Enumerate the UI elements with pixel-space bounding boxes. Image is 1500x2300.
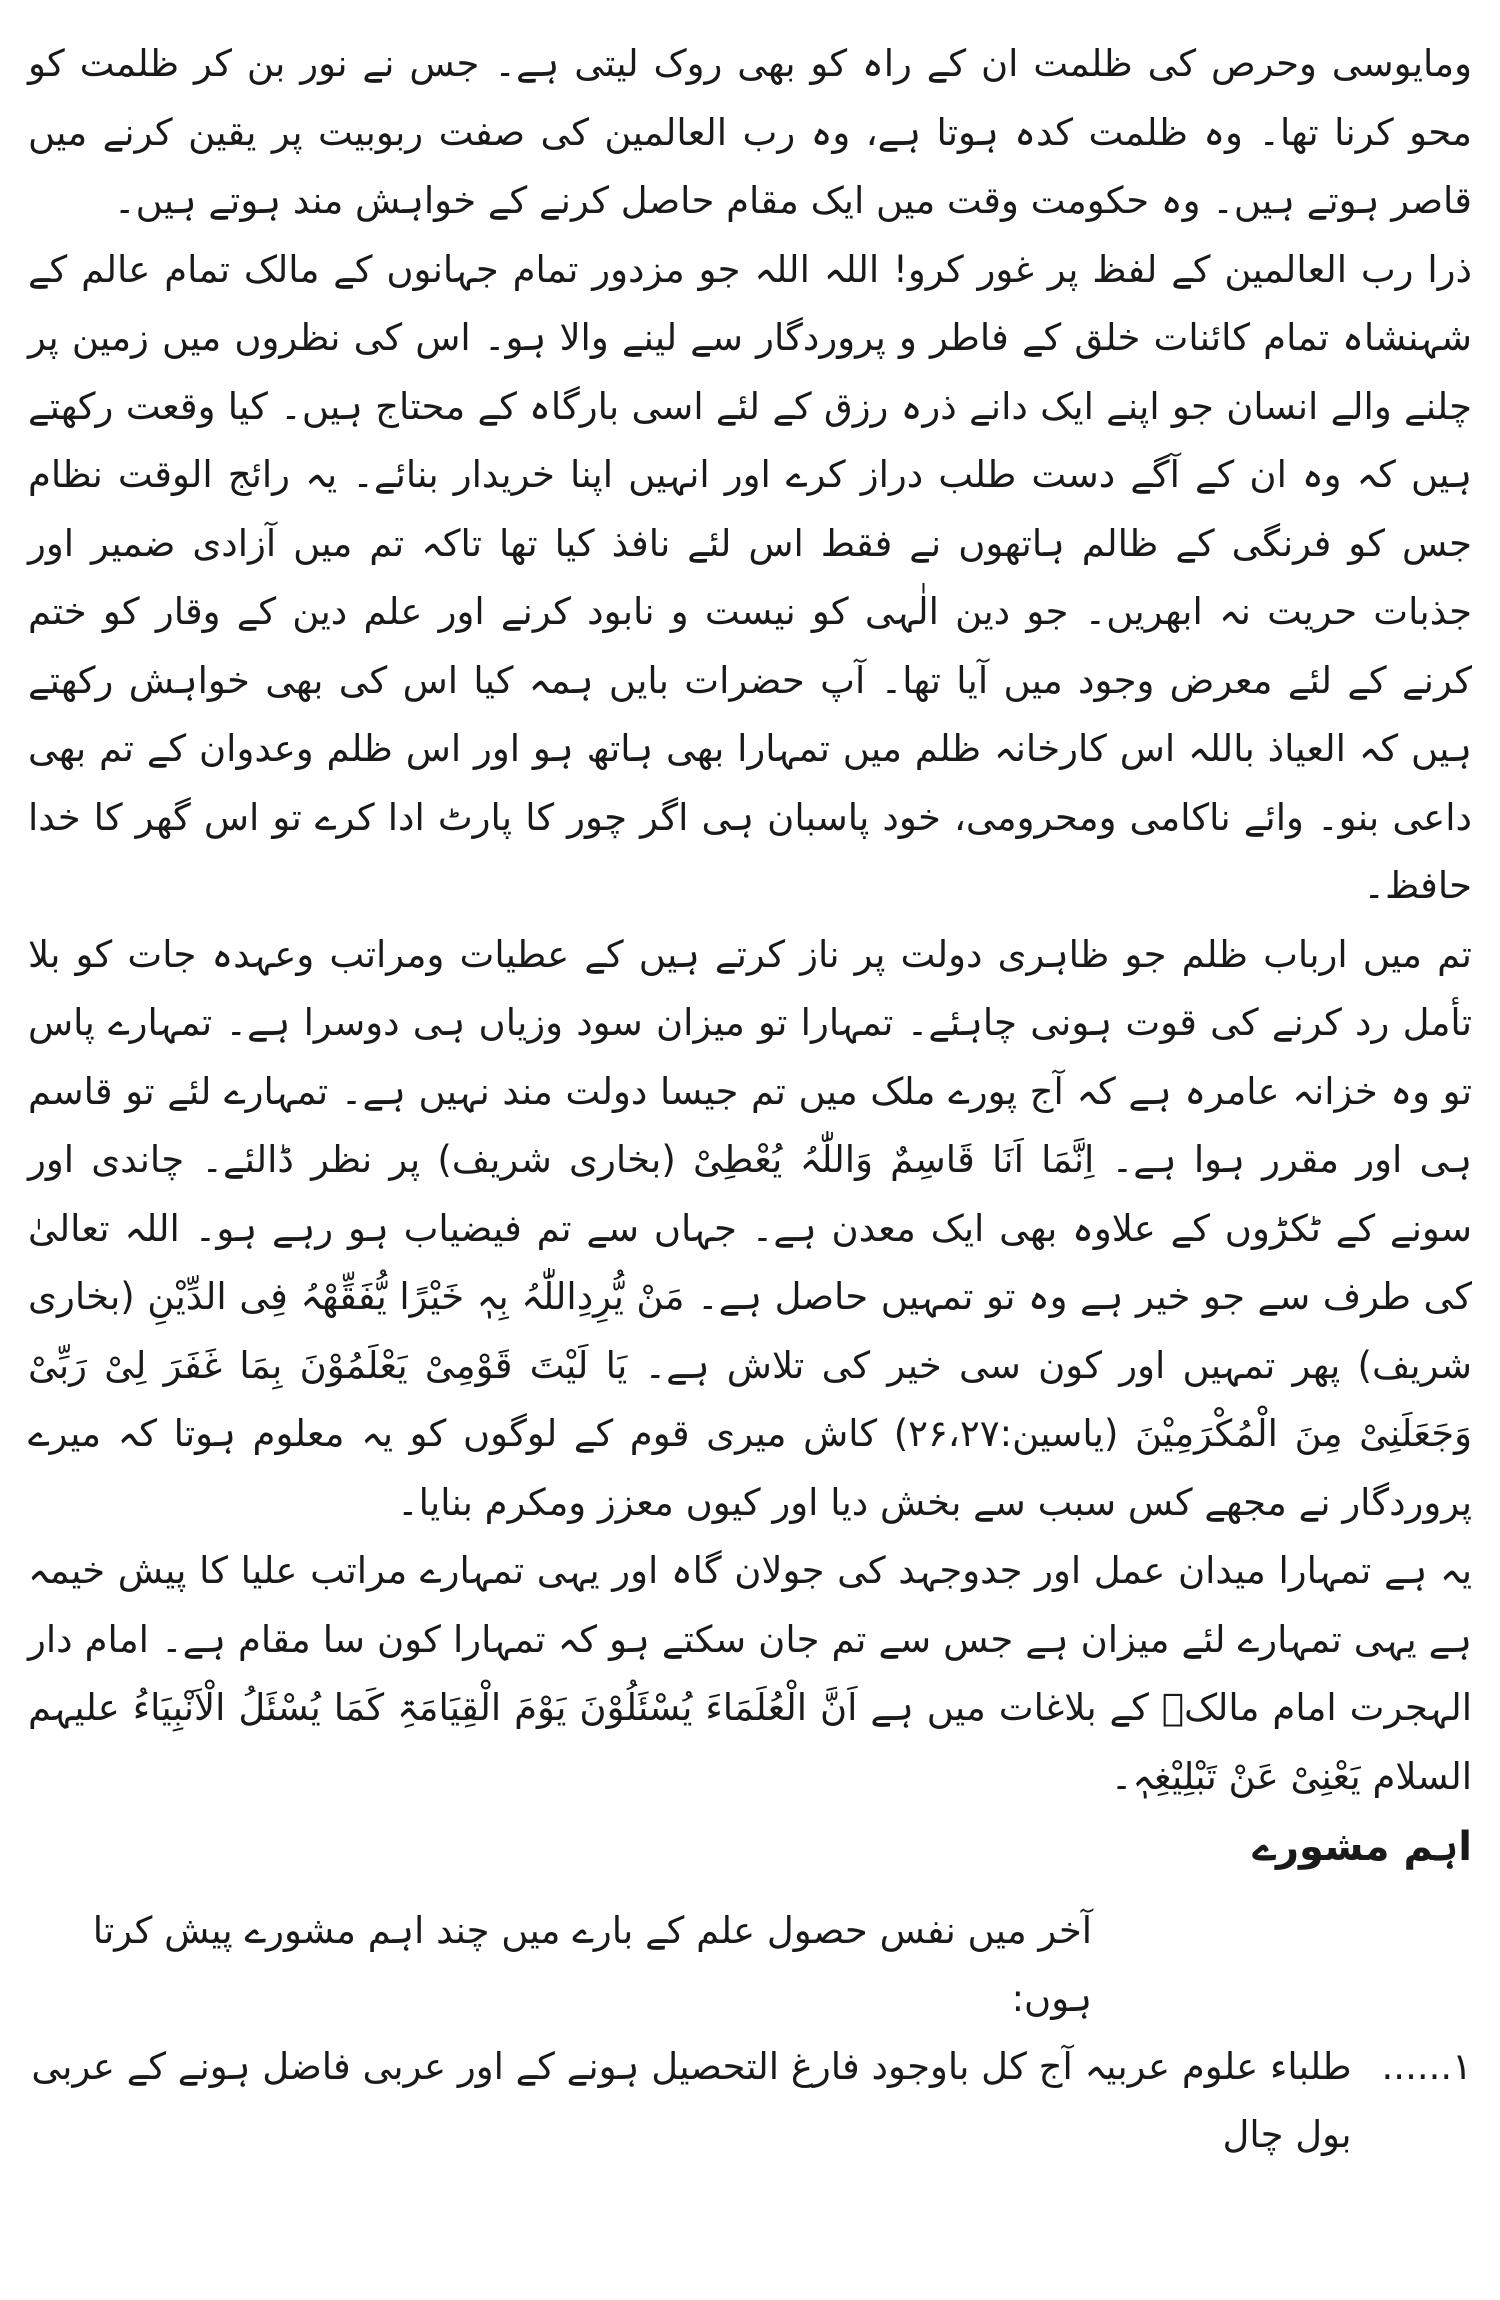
list-item-number: ۱...... [1381, 2045, 1472, 2088]
paragraph-4: یہ ہے تمہارا میدان عمل اور جدوجہد کی جولان گاہ اور یہی تمہارے مراتب علیا کا پیش خیمہ ہے یہی تمہارے لئے میزان ہے جس سے تم جان سکتے ہو کہ تمہارا کون سا مقام ہے۔ امام دار الہجرت امام مالکؒ کے بلاغات میں ہے اَنَّ الْعُلَمَاءَ یُسْئَلُوْنَ یَوْمَ الْقِیَامَۃِ کَمَا یُسْئَلُ الْاَنْبِیَاءُ علیہم السلام یَعْنِیْ عَنْ تَبْلِیْغِہٖ۔ [28, 1549, 1472, 1798]
paragraph-2: ذرا رب العالمین کے لفظ پر غور کرو! اللہ اللہ جو مزدور تمام جہانوں کے مالک تمام عالم کے شہنشاہ تمام کائنات خلق کے فاطر و پروردگار سے لینے والا ہو۔ اس کی نظروں میں زمین پر چلنے والے انسان جو اپنے ایک دانے ذرہ رزق کے لئے اسی بارگاہ کے محتاج ہیں۔ کیا وقعت رکھتے ہیں کہ وہ ان کے آگے دست طلب دراز کرے اور انہیں اپنا خریدار بنائے۔ یہ رائج الوقت نظام جس کو فرنگی کے ظالم ہاتھوں نے فقط اس لئے نافذ کیا تھا تاکہ تم میں آزادی ضمیر اور جذبات حریت نہ ابھریں۔ جو دین الٰہی کو نیست و نابود کرنے اور علم دین کے وقار کو ختم کرنے کے لئے معرض وجود میں آیا تھا۔ آپ حضرات بایں ہمہ کیا اس کی بھی خواہش رکھتے ہیں کہ العیاذ باللہ اس کارخانہ ظلم میں تمہارا بھی ہاتھ ہو اور اس ظلم وعدوان کے تم بھی داعی بنو۔ وائے ناکامی ومحرومی، خود پاسبان ہی اگر چور کا پارٹ ادا کرے تو اس گھر کا خدا حافظ۔ [28, 247, 1472, 907]
document-page [28, 30, 1472, 2280]
intro-line: آخر میں نفس حصول علم کے بارے میں چند اہم مشورے پیش کرتا ہوں: [92, 1909, 1092, 2020]
paragraph-1: ومایوسی وحرص کی ظلمت ان کے راہ کو بھی روک لیتی ہے۔ جس نے نور بن کر ظلمت کو محو کرنا تھا۔ وہ ظلمت کدہ ہوتا ہے، وہ رب العالمین کی صفت ربوبیت پر یقین کرنے میں قاصر ہوتے ہیں۔ وہ حکومت وقت میں ایک مقام حاصل کرنے کے خواہش مند ہوتے ہیں۔ [28, 42, 1473, 222]
list-item [28, 2033, 1472, 2169]
paragraph-3: تم میں ارباب ظلم جو ظاہری دولت پر ناز کرتے ہیں کے عطیات ومراتب وعہدہ جات کو بلا تأمل رد کرنے کی قوت ہونی چاہئے۔ تمہارا تو میزان سود وزیاں ہی دوسرا ہے۔ تمہارے پاس تو وہ خزانہ عامرہ ہے کہ آج پورے ملک میں تم جیسا دولت مند نہیں ہے۔ تمہارے لئے تو قاسم ہی اور مقرر ہوا ہے۔ اِنَّمَا اَنَا قَاسِمٌ وَاللّٰہُ یُعْطِیْ (بخاری شریف) پر نظر ڈالئے۔ چاندی اور سونے کے ٹکڑوں کے علاوہ بھی ایک معدن ہے۔ جہاں سے تم فیضیاب ہو رہے ہو۔ اللہ تعالیٰ کی طرف سے جو خیر ہے وہ تو تمہیں حاصل ہے۔ مَنْ یُّرِدِاللّٰہُ بِہٖ خَیْرًا یُّفَقِّھْہُ فِی الدِّیْنِ (بخاری شریف) پھر تمہیں اور کون سی خیر کی تلاش ہے۔ یَا لَیْتَ قَوْمِیْ یَعْلَمُوْنَ بِمَا غَفَرَ لِیْ رَبِّیْ وَجَعَلَنِیْ مِنَ الْمُکْرَمِیْنَ (یاسین:۲۶،۲۷) کاش میری قوم کے لوگوں کو یہ معلوم ہوتا کہ میرے پروردگار نے مجھے کس سبب سے بخش دیا اور کیوں معزز ومکرم بنایا۔ [28, 932, 1472, 1524]
section-heading: اہم مشورے [1252, 1824, 1472, 1870]
list-item-text: طلباء علوم عربیہ آج کل باوجود فارغ التحصیل ہونے کے اور عربی فاضل ہونے کے عربی بول چال [31, 2045, 1352, 2156]
